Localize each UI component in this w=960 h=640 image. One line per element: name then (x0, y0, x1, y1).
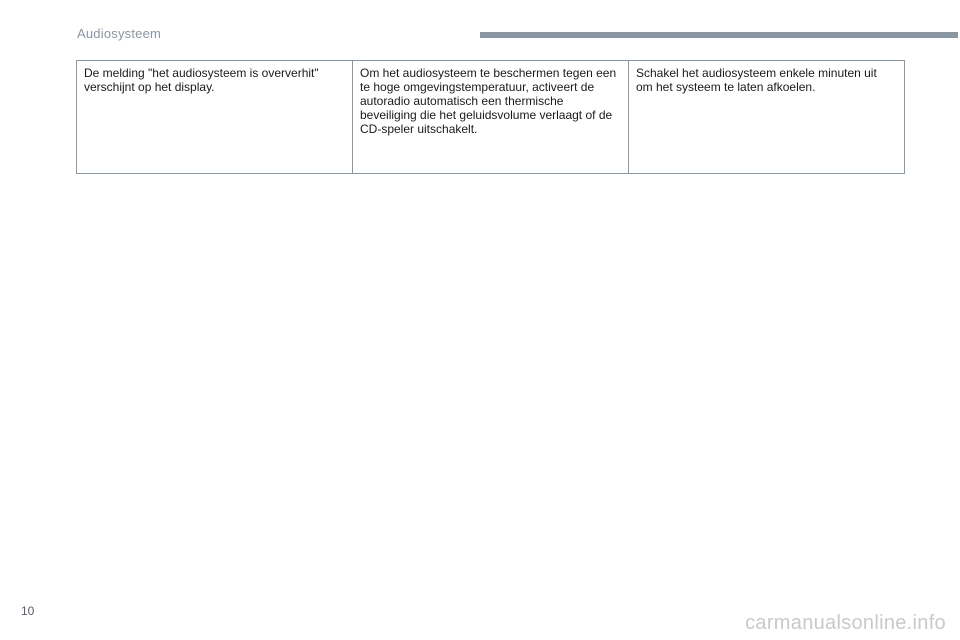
table-cell-symptom: De melding "het audiosysteem is oververhit" verschijnt op het display. (77, 61, 353, 174)
watermark: carmanualsonline.info (745, 612, 946, 634)
table-cell-cause: Om het audiosysteem te beschermen tegen een te hoge omgevingstemperatuur, activeert de autoradio automatisch een thermische beveiliging die het geluidsvolume verlaagt of de CD-speler uitschakelt. (353, 61, 629, 174)
section-title: Audiosysteem (77, 26, 162, 41)
header-accent-bar (480, 32, 958, 38)
troubleshooting-table (76, 60, 905, 174)
page-number: 10 (21, 604, 35, 618)
table-cell-solution: Schakel het audiosysteem enkele minuten uit om het systeem te laten afkoelen. (629, 61, 905, 174)
table-row (77, 61, 905, 174)
